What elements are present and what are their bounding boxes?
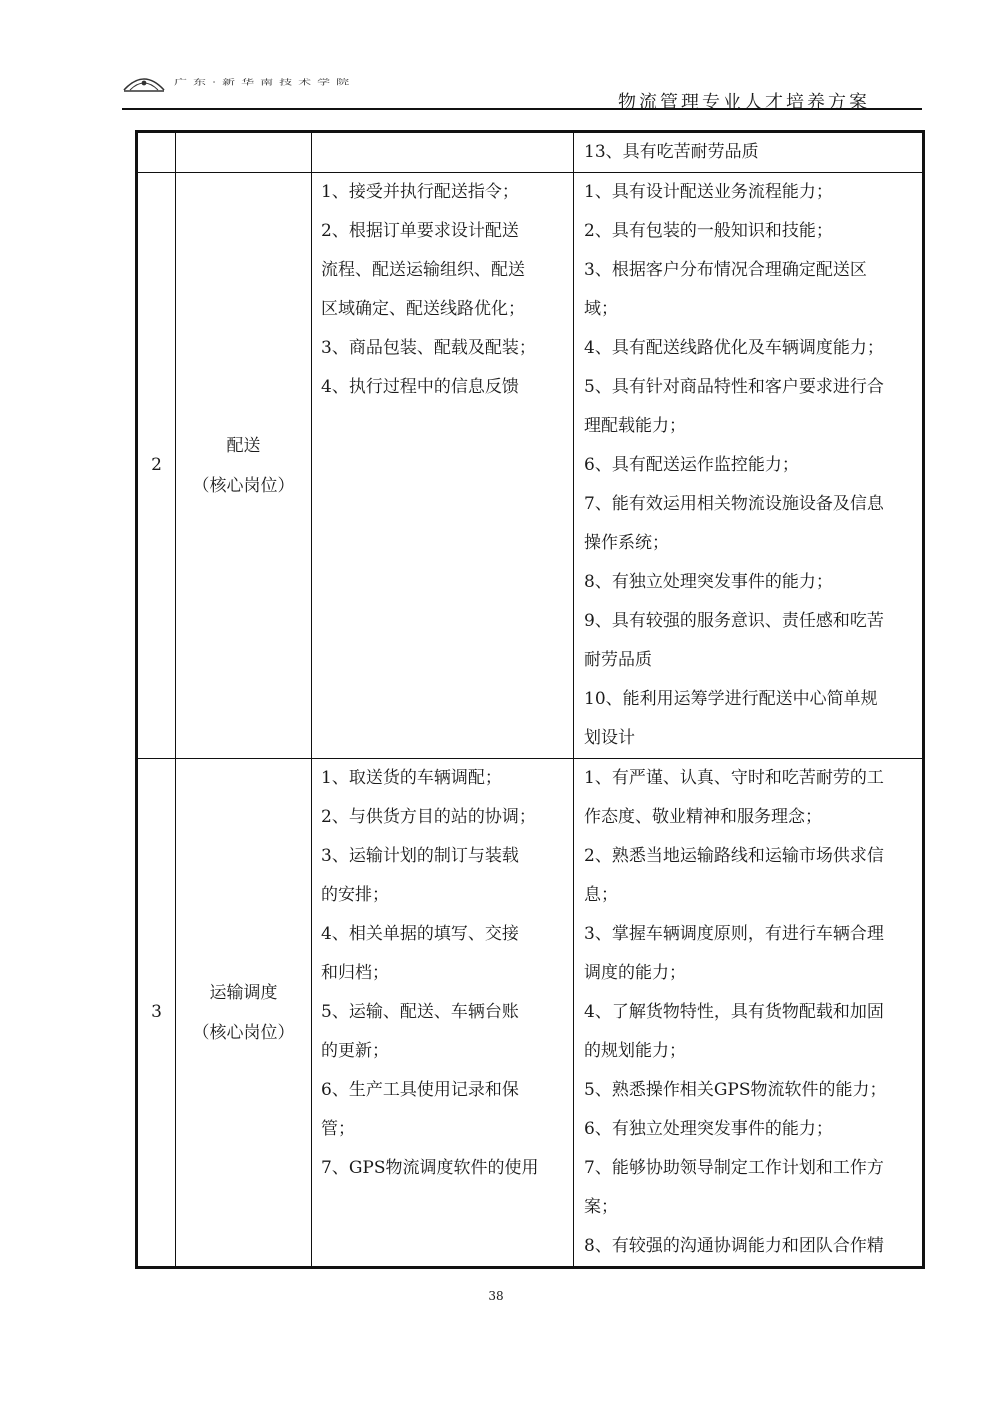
duty-line: 1、接受并执行配送指令； xyxy=(321,182,519,202)
job-skills-table xyxy=(135,130,925,1269)
header-rule xyxy=(122,108,922,110)
skill-line: 2、具有包装的一般知识和技能； xyxy=(584,221,833,241)
page-number: 38 xyxy=(488,1289,504,1303)
duty-line: 管； xyxy=(321,1119,355,1139)
duty-line: 1、取送货的车辆调配； xyxy=(321,768,502,788)
duty-line: 5、运输、配送、车辆台账 xyxy=(321,1002,519,1022)
page-header xyxy=(122,66,922,113)
school-name: 广东·新华南技术学院 xyxy=(174,78,356,87)
skill-line: 7、能够协助领导制定工作计划和工作方 xyxy=(584,1158,884,1178)
table-row xyxy=(137,173,924,759)
skill-line: 3、根据客户分布情况合理确定配送区 xyxy=(584,260,867,280)
duty-line: 2、根据订单要求设计配送 xyxy=(321,221,519,241)
skill-line: 划设计 xyxy=(584,728,635,748)
skill-line: 调度的能力； xyxy=(584,963,686,983)
skill-line: 案； xyxy=(584,1197,618,1217)
duty-line: 7、GPS物流调度软件的使用 xyxy=(321,1158,539,1178)
skill-line: 6、有独立处理突发事件的能力； xyxy=(584,1119,833,1139)
skill-line: 8、有独立处理突发事件的能力； xyxy=(584,572,833,592)
duty-line: 3、运输计划的制订与装载 xyxy=(321,846,519,866)
skills-cell xyxy=(574,173,924,759)
skill-line: 操作系统； xyxy=(584,533,669,553)
skill-line: 4、具有配送线路优化及车辆调度能力； xyxy=(584,338,884,358)
skill-line: 9、具有较强的服务意识、责任感和吃苦 xyxy=(584,611,884,631)
skill-line: 10、能利用运筹学进行配送中心简单规 xyxy=(584,689,878,709)
table-row xyxy=(137,132,924,173)
duties-cell xyxy=(312,132,574,173)
skill-line: 4、了解货物特性，具有货物配载和加固 xyxy=(584,1002,884,1022)
duty-line: 3、商品包装、配载及配装； xyxy=(321,338,536,358)
school-logo-icon xyxy=(122,70,166,96)
skill-line: 耐劳品质 xyxy=(584,650,652,670)
duty-line: 和归档； xyxy=(321,963,389,983)
post-cell xyxy=(176,173,312,759)
duties-cell xyxy=(312,173,574,759)
skill-line: 13、具有吃苦耐劳品质 xyxy=(584,142,759,162)
skill-line: 息； xyxy=(584,885,618,905)
post-cell xyxy=(176,132,312,173)
duties-cell xyxy=(312,759,574,1268)
post-name: 配送 xyxy=(226,435,261,456)
table-row xyxy=(137,759,924,1268)
skill-line: 2、熟悉当地运输路线和运输市场供求信 xyxy=(584,846,884,866)
skill-line: 1、有严谨、认真、守时和吃苦耐劳的工 xyxy=(584,768,884,788)
post-role: （核心岗位） xyxy=(192,1022,295,1043)
skill-line: 7、能有效运用相关物流设施设备及信息 xyxy=(584,494,884,514)
duty-line: 的更新； xyxy=(321,1041,389,1061)
skill-line: 的规划能力； xyxy=(584,1041,686,1061)
skill-line: 理配载能力； xyxy=(584,416,686,436)
duty-line: 的安排； xyxy=(321,885,389,905)
skill-line: 作态度、敬业精神和服务理念； xyxy=(584,807,822,827)
duty-line: 4、相关单据的填写、交接 xyxy=(321,924,519,944)
skill-line: 域； xyxy=(584,299,618,319)
document-title: 物流管理专业人才培养方案 xyxy=(618,92,870,113)
duty-line: 流程、配送运输组织、配送 xyxy=(321,260,525,280)
duty-line: 4、执行过程中的信息反馈 xyxy=(321,377,519,397)
row-number xyxy=(137,132,176,173)
duty-line: 2、与供货方目的站的协调； xyxy=(321,807,536,827)
skill-line: 8、有较强的沟通协调能力和团队合作精 xyxy=(584,1236,884,1256)
skill-line: 5、熟悉操作相关GPS物流软件的能力； xyxy=(584,1080,887,1100)
duty-line: 6、生产工具使用记录和保 xyxy=(321,1080,519,1100)
skills-cell xyxy=(574,132,924,173)
duty-line: 区域确定、配送线路优化； xyxy=(321,299,525,319)
row-number: 2 xyxy=(137,173,176,759)
skill-line: 5、具有针对商品特性和客户要求进行合 xyxy=(584,377,884,397)
post-role: （核心岗位） xyxy=(192,475,295,496)
post-cell xyxy=(176,759,312,1268)
skill-line: 6、具有配送运作监控能力； xyxy=(584,455,799,475)
skill-line: 1、具有设计配送业务流程能力； xyxy=(584,182,833,202)
skills-cell xyxy=(574,759,924,1268)
row-number: 3 xyxy=(137,759,176,1268)
skill-line: 3、掌握车辆调度原则，有进行车辆合理 xyxy=(584,924,884,944)
post-name: 运输调度 xyxy=(209,982,278,1003)
